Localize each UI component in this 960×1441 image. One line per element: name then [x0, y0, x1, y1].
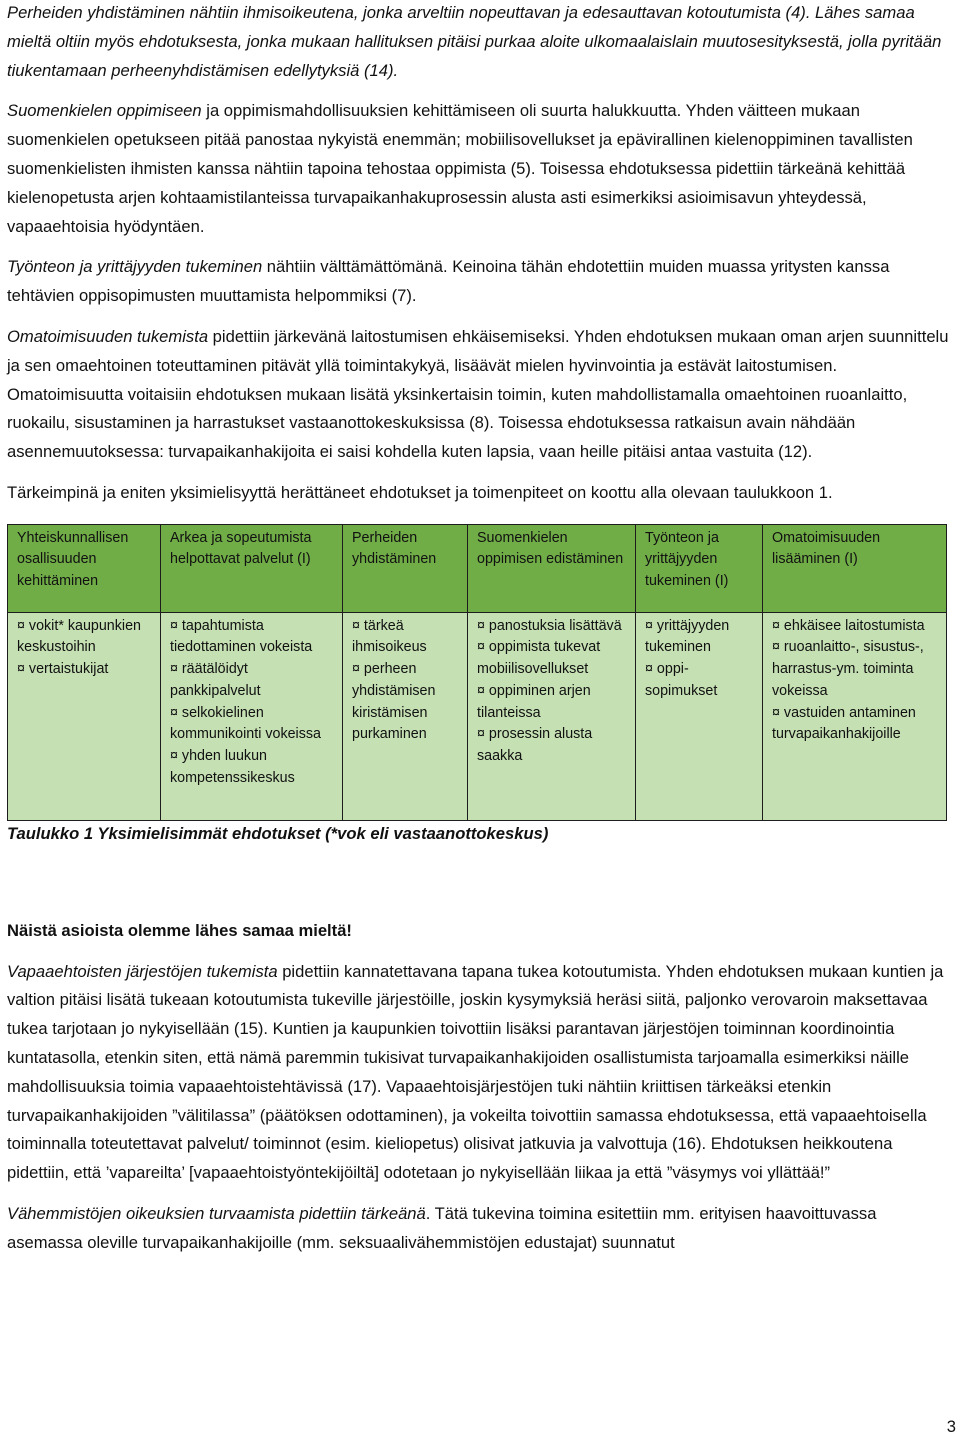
section-heading: Näistä asioista olemme lähes samaa mieltä!: [7, 920, 352, 940]
table-bullet: ¤ oppi-sopimukset: [645, 661, 718, 699]
paragraph-topic: Suomenkielen oppimiseen: [7, 101, 202, 121]
table-caption: Taulukko 1 Yksimielisimmät ehdotukset (*vok eli vastaanottokeskus): [7, 823, 549, 843]
paragraph-text: ja oppimismahdollisuuksien kehittämiseen oli suurta halukkuutta. Yhden väitteen mukaan suomenkielen opetukseen pitää panostaa nykyistä enemmän; mobiilisovellukset ja epävirallinen kielenoppiminen tavallisten suomenkielisten ihmisten kanssa nähtiin tapoina tehostaa oppimista (5). Toisessa ehdotuksessa pidettiin tärkeänä kehittää kielenopetusta arjen kohtaamistilanteissa turvapaikanhakuprosessin alusta asti esimerkiksi asioimisavun yhteydessä, vapaaehtoisia hyödyntäen.: [7, 101, 913, 236]
table-bullet: ¤ ehkäisee laitostumista: [772, 617, 925, 634]
table-bullet: ¤ ruoanlaitto-, sisustus-, harrastus-ym. toiminta vokeissa: [772, 639, 924, 699]
table-bullet: ¤ tärkeä ihmisoikeus: [352, 617, 427, 656]
table-bullet: ¤ yrittäjyyden tukeminen: [645, 617, 730, 656]
paragraph-family-reunification: [7, 0, 953, 85]
paragraph-self-reliance: [7, 323, 953, 467]
paragraph-table-intro: Tärkeimpinä ja eniten yksimielisyyttä herättäneet ehdotukset ja toimenpiteet on koottu alla olevaan taulukkoon 1.: [7, 482, 833, 502]
paragraph-minority-rights: [7, 1200, 953, 1258]
table-bullet: ¤ vastuiden antaminen turvapaikanhakijoille: [772, 704, 916, 743]
paragraph-volunteer-organizations: [7, 958, 953, 1188]
document-page: [7, 0, 953, 1258]
paragraph-text: nähtiin välttämättömänä. Keinoina tähän ehdotettiin muiden muassa yritysten kanssa tehtävien oppisopimusten muuttamista helpommiksi (7).: [7, 257, 890, 306]
table-bullet: ¤ vertaistukijat: [17, 661, 109, 678]
paragraph-language-learning: [7, 97, 953, 241]
paragraph-work-entrepreneurship: [7, 253, 953, 311]
paragraph-text: Perheiden yhdistäminen nähtiin ihmisoikeutena, jonka arveltiin nopeuttavan ja edesauttavan kotoutumista (4). Lähes samaa mieltä oltiin myös ehdotuksesta, jonka mukaan hallituksen pitäisi purkaa aloite ulkomaalaislain muutosesityksestä, jolla pyritään tiukentamaan perheenyhdistämisen edellytyksiä (14).: [7, 3, 942, 80]
paragraph-topic: Vähemmistöjen oikeuksien turvaamista pidettiin tärkeänä: [7, 1203, 426, 1223]
table-header-cell: Yhteiskunnallisen osallisuuden kehittäminen: [8, 524, 161, 612]
paragraph-topic: Vapaaehtoisten järjestöjen tukemista: [7, 961, 278, 981]
table-header-cell: Perheiden yhdistäminen: [343, 524, 468, 612]
table-cell: [343, 612, 468, 820]
table-bullet: ¤ vokit* kaupunkien keskustoihin: [17, 617, 141, 656]
table-cell: [161, 612, 343, 820]
paragraph-topic: Omatoimisuuden tukemista: [7, 326, 209, 346]
paragraph-text: pidettiin järkevänä laitostumisen ehkäisemiseksi. Yhden ehdotuksen mukaan oman arjen suunnittelu ja sen omaehtoinen toteuttaminen pitävät yllä toimintakykyä, lisäävät mielen hyvinvointia ja estävät laitostumisen. Omatoimisuutta voitaisiin ehdotuksen mukaan lisätä yksinkertaisin toimin, kuten mahdollistamalla omaehtoinen ruoanlaitto, ruokailu, sisustaminen ja harrastukset vastaanottokeskuksissa (8). Toisessa ehdotuksessa ratkaisun avain nähdään asennemuutoksessa: turvapaikanhakijoita ei saisi kohdella kuten lapsia, vaan heille pitäisi antaa vastuita (12).: [7, 326, 949, 462]
table-bullet: ¤ perheen yhdistämisen kiristämisen purkaminen: [352, 661, 436, 743]
table-bullet: ¤ oppiminen arjen tilanteissa: [477, 682, 591, 721]
paragraph-text: pidettiin kannatettavana tapana tukea kotoutumista. Yhden ehdotuksen mukaan kuntien ja valtion pitäisi lisätä tukeaan kotoutumista tukeville järjestöille, joskin kysymyksiä heräsi siitä, paljonko verovaroin maksettavaa tukea tarjotaan jo nykyisellään (15). Kuntien ja kaupunkien toivottiin lisäksi parantavan järjestöjen toiminnan koordinointia kuntatasolla, etenkin siten, että nämä paremmin tukisivat turvapaikanhakijoiden osallistumista tarjoamalla esimerkiksi näille mahdollisuuksia toimia vapaaehtoistehtävissä (17). Vapaaehtoisjärjestöjen tuki nähtiin kriittisen tärkeäksi etenkin turvapaikanhakijoiden ”välitilassa” (päätöksen odottaminen), ja vokeilta toivottiin samassa ehdotuksessa, että vapaaehtoisella toiminnalla toteutettavat palvelut/ toiminnot (esim. kieliopetus) olisivat jatkuvia ja valvottuja (16). Ehdotuksen heikkoutena pidettiin, että ’vapareilta’ [vapaaehtoistyöntekijöiltä] odotetaan jo nykyisellään liikaa ja että ”väsymys voi yllättää!”: [7, 961, 944, 1183]
paragraph-text: . Tätä tukevina toimina esitettiin mm. erityisen haavoittuvassa asemassa oleville turvapaikanhakijoille (mm. seksuaalivähemmistöjen edustajat) suunnatut: [7, 1203, 877, 1252]
table-header-row: [8, 524, 947, 612]
table-bullet: ¤ tapahtumista tiedottaminen vokeista: [170, 617, 313, 656]
summary-table: [7, 524, 947, 821]
table-header-cell: Arkea ja sopeutumista helpottavat palvelut (I): [161, 524, 343, 612]
table-header-cell: Omatoimisuuden lisääminen (I): [763, 524, 947, 612]
paragraph-topic: Työnteon ja yrittäjyyden tukeminen: [7, 257, 263, 277]
table-row: [8, 612, 947, 820]
table-bullet: ¤ oppimista tukevat mobiilisovellukset: [477, 639, 601, 678]
table-cell: [636, 612, 763, 820]
table-cell: [468, 612, 636, 820]
table-bullet: ¤ yhden luukun kompetenssikeskus: [170, 747, 295, 786]
table-cell: [8, 612, 161, 820]
table-bullet: ¤ räätälöidyt pankkipalvelut: [170, 661, 261, 699]
table-bullet: ¤ selkokielinen kommunikointi vokeissa: [170, 704, 321, 743]
page-number: 3: [946, 1417, 956, 1436]
table-header-cell: Suomenkielen oppimisen edistäminen: [468, 524, 636, 612]
table-bullet: ¤ panostuksia lisättävä: [477, 617, 622, 634]
table-cell: [763, 612, 947, 820]
table-header-cell: Työnteon ja yrittäjyyden tukeminen (I): [636, 524, 763, 612]
table-bullet: ¤ prosessin alusta saakka: [477, 726, 593, 764]
